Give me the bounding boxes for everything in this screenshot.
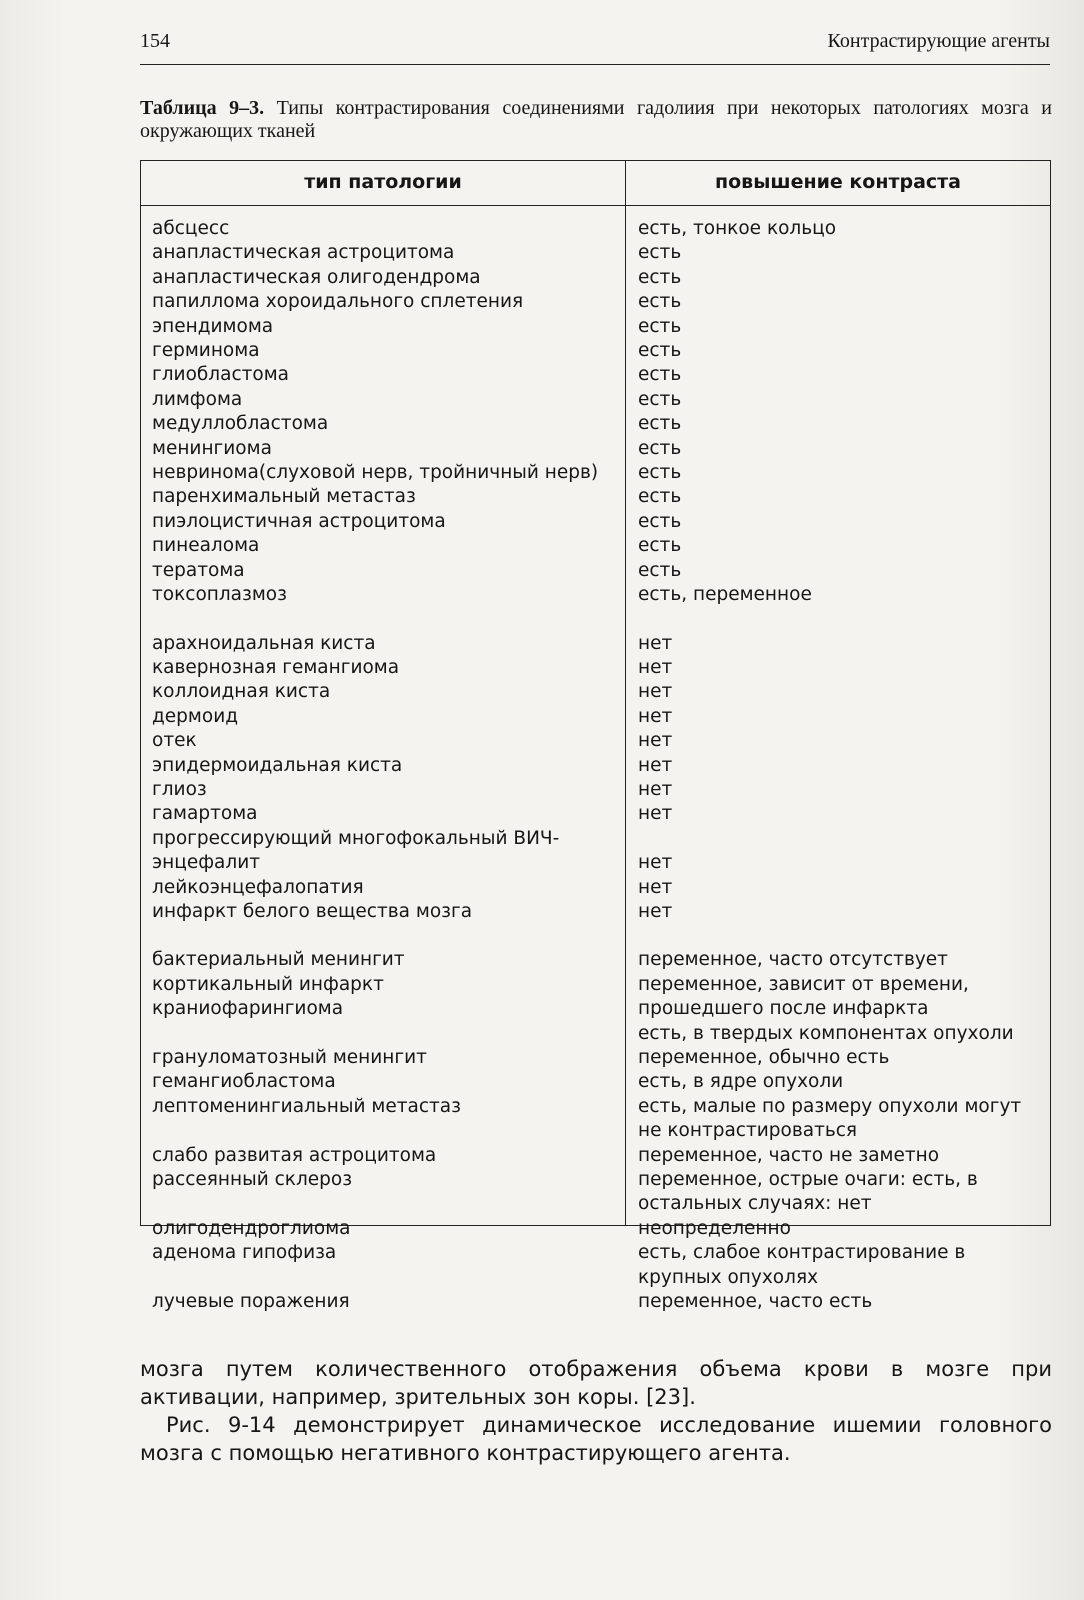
- pathology-cell: токсоплазмоз: [152, 584, 287, 606]
- enhancement-column: [638, 217, 1048, 1314]
- pathology-cell: отек: [152, 730, 197, 752]
- pathology-cell: паренхимальный метастаз: [152, 486, 416, 508]
- group-spacer: [152, 608, 620, 632]
- pathology-cell: кортикальный инфаркт: [152, 973, 384, 995]
- pathology-cell: энцефалит: [152, 852, 261, 874]
- enhancement-cell: есть, слабое контрастирование в: [638, 1242, 966, 1264]
- enhancement-cell: есть: [638, 315, 682, 337]
- table-caption-text: Типы контрастирования соединениями гадолиия при некоторых патологиях мозга и окружающих тканей: [140, 97, 1052, 142]
- enhancement-cell: есть: [638, 535, 682, 557]
- pathology-cell: анапластическая олигодендрома: [152, 266, 481, 288]
- enhancement-cell: переменное, часто есть: [638, 1291, 873, 1313]
- pathology-table: [140, 160, 1051, 1313]
- pathology-cell: медуллобластома: [152, 413, 329, 435]
- pathology-cell: рассеянный склероз: [152, 1169, 353, 1191]
- pathology-cell: прогрессирующий многофокальный ВИЧ-: [152, 827, 560, 849]
- enhancement-cell: есть: [638, 291, 682, 313]
- enhancement-cell: нет: [638, 803, 673, 825]
- enhancement-cell: нет: [638, 876, 673, 898]
- enhancement-cell: переменное, часто не заметно: [638, 1144, 940, 1166]
- body-paragraph: мозга путем количественного отображения объема крови в мозге при активации, например, зрительных зон коры. [23].: [140, 1357, 1052, 1409]
- pathology-cell: невринома(слуховой нерв, тройничный нерв): [152, 462, 599, 484]
- pathology-cell: кавернозная гемангиома: [152, 656, 400, 678]
- enhancement-cell: есть: [638, 242, 682, 264]
- enhancement-cell: нет: [638, 681, 673, 703]
- enhancement-cell: прошедшего после инфаркта: [638, 998, 929, 1020]
- pathology-cell: [152, 1022, 620, 1046]
- pathology-cell: грануломатозный менингит: [152, 1047, 427, 1068]
- pathology-cell: абсцесс: [152, 218, 230, 239]
- enhancement-cell: нет: [638, 778, 673, 800]
- pathology-cell: глиоз: [152, 778, 207, 800]
- enhancement-cell: есть: [638, 364, 682, 386]
- enhancement-cell: переменное, обычно есть: [638, 1047, 890, 1068]
- table-label: Таблица 9–3.: [140, 97, 265, 119]
- enhancement-cell: крупных опухолях: [638, 1266, 819, 1288]
- pathology-cell: бактериальный менингит: [152, 949, 405, 971]
- body-paragraph: Рис. 9-14 демонстрирует динамическое исследование ишемии головного мозга с помощью негативного контрастирующего агента.: [140, 1413, 1052, 1465]
- enhancement-cell: есть: [638, 388, 682, 410]
- pathology-cell: слабо развитая астроцитома: [152, 1144, 437, 1166]
- enhancement-cell: нет: [638, 900, 673, 922]
- header-divider: [141, 205, 1050, 206]
- pathology-cell: эпидермоидальная киста: [152, 754, 403, 776]
- pathology-cell: лейкоэнцефалопатия: [152, 876, 364, 898]
- enhancement-cell: остальных случаях: нет: [638, 1193, 872, 1215]
- pathology-cell: [152, 1192, 620, 1216]
- enhancement-cell: неопределенно: [638, 1217, 791, 1239]
- pathology-cell: олигодендроглиома: [152, 1217, 351, 1239]
- enhancement-cell: есть, тонкое кольцо: [638, 218, 837, 239]
- enhancement-cell: есть: [638, 510, 682, 532]
- enhancement-cell: нет: [638, 730, 673, 752]
- pathology-cell: лимфома: [152, 388, 243, 410]
- pathology-cell: пиэлоцистичная астроцитома: [152, 510, 446, 532]
- column-header-pathology: тип патологии: [304, 171, 462, 193]
- enhancement-cell: есть: [638, 413, 682, 435]
- pathology-cell: анапластическая астроцитома: [152, 242, 455, 264]
- pathology-cell: папиллома хороидального сплетения: [152, 291, 524, 313]
- enhancement-cell: переменное, часто отсутствует: [638, 949, 948, 971]
- column-header-enhancement: повышение контраста: [715, 171, 961, 193]
- enhancement-cell: нет: [638, 754, 673, 776]
- pathology-cell: дермоид: [152, 705, 239, 727]
- pathology-cell: [152, 1119, 620, 1143]
- pathology-cell: эпендимома: [152, 315, 274, 337]
- enhancement-cell: [638, 827, 1048, 851]
- running-title: Контрастирующие агенты: [827, 30, 1050, 52]
- enhancement-cell: не контрастироваться: [638, 1120, 858, 1142]
- enhancement-cell: нет: [638, 632, 673, 654]
- pathology-cell: пинеалома: [152, 535, 260, 557]
- pathology-cell: лучевые поражения: [152, 1291, 350, 1313]
- running-header: [140, 30, 1050, 65]
- enhancement-cell: есть, в ядре опухоли: [638, 1071, 844, 1093]
- pathology-cell: аденома гипофиза: [152, 1242, 337, 1264]
- enhancement-cell: нет: [638, 656, 673, 678]
- body-text: [140, 1355, 1052, 1467]
- enhancement-cell: есть: [638, 437, 682, 459]
- pathology-column: [152, 217, 620, 1314]
- pathology-cell: тератома: [152, 559, 245, 581]
- column-divider: [625, 161, 626, 1225]
- enhancement-cell: есть: [638, 266, 682, 288]
- enhancement-cell: переменное, острые очаги: есть, в: [638, 1169, 978, 1191]
- group-spacer: [638, 608, 1048, 632]
- pathology-cell: инфаркт белого вещества мозга: [152, 900, 473, 922]
- pathology-cell: гамартома: [152, 803, 258, 825]
- table-caption: [140, 97, 1052, 143]
- enhancement-cell: есть, в твердых компонентах опухоли: [638, 1022, 1014, 1044]
- enhancement-cell: есть: [638, 462, 682, 484]
- enhancement-cell: есть, переменное: [638, 584, 812, 606]
- pathology-cell: лептоменингиальный метастаз: [152, 1095, 461, 1117]
- pathology-cell: краниофарингиома: [152, 998, 344, 1020]
- enhancement-cell: нет: [638, 705, 673, 727]
- pathology-cell: герминома: [152, 340, 260, 362]
- pathology-cell: глиобластома: [152, 364, 290, 386]
- enhancement-cell: есть: [638, 340, 682, 362]
- pathology-cell: менингиома: [152, 437, 272, 459]
- page-number: 154: [140, 30, 170, 52]
- enhancement-cell: нет: [638, 852, 673, 874]
- pathology-cell: арахноидальная киста: [152, 632, 376, 654]
- enhancement-cell: есть: [638, 486, 682, 508]
- enhancement-cell: есть: [638, 559, 682, 581]
- enhancement-cell: переменное, зависит от времени,: [638, 973, 969, 995]
- pathology-cell: коллоидная киста: [152, 681, 331, 703]
- group-spacer: [152, 924, 620, 948]
- pathology-cell: гемангиобластома: [152, 1071, 336, 1093]
- group-spacer: [638, 924, 1048, 948]
- enhancement-cell: есть, малые по размеру опухоли могут: [638, 1095, 1022, 1117]
- pathology-cell: [152, 1266, 620, 1290]
